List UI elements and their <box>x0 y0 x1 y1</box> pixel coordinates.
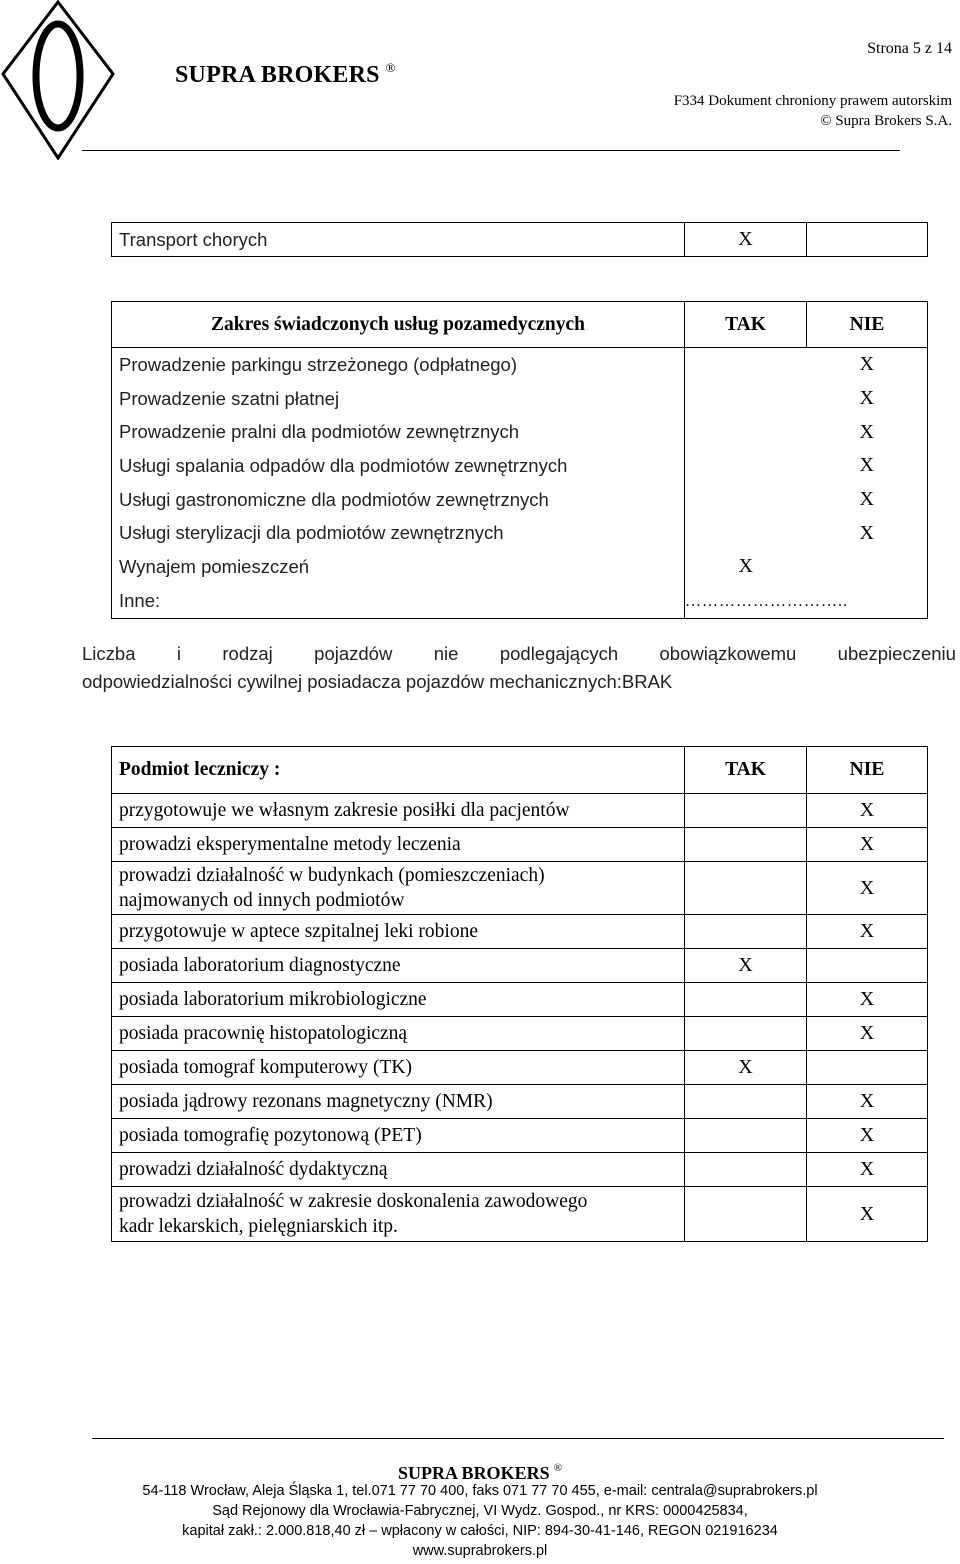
row-tak <box>685 1017 807 1051</box>
row-label: przygotowuje we własnym zakresie posiłki dla pacjentów <box>112 794 685 828</box>
row-label: posiada jądrowy rezonans magnetyczny (NMR) <box>112 1085 685 1119</box>
row-nie: X <box>807 983 928 1017</box>
row-nie: X <box>807 915 928 949</box>
footer-court: Sąd Rejonowy dla Wrocławia-Fabrycznej, VI Wydz. Gospod., nr KRS: 0000425834, <box>212 1503 748 1519</box>
services-title: Zakres świadczonych usług pozamedycznych <box>112 302 685 348</box>
row-nie: X <box>807 828 928 862</box>
row-nie <box>807 949 928 983</box>
table-header-row <box>112 747 928 794</box>
table-row <box>112 223 928 257</box>
table-row <box>112 483 928 517</box>
transport-nie <box>807 223 928 257</box>
table-row <box>112 516 928 550</box>
row-nie: X <box>807 483 928 517</box>
row-label: prowadzi eksperymentalne metody leczenia <box>112 828 685 862</box>
table-row <box>112 415 928 449</box>
row-label: posiada tomograf komputerowy (TK) <box>112 1051 685 1085</box>
row-nie: X <box>807 516 928 550</box>
transport-tak: X <box>685 223 807 257</box>
row-tak <box>685 1119 807 1153</box>
other-value: ……………………….. <box>685 584 928 618</box>
vehicles-line2: odpowiedzialności cywilnej posiadacza pojazdów mechanicznych:BRAK <box>82 671 673 692</box>
row-nie: X <box>807 862 928 915</box>
table-row <box>112 1187 928 1242</box>
transport-label: Transport chorych <box>112 223 685 257</box>
row-tak <box>685 915 807 949</box>
row-nie <box>807 550 928 584</box>
table-row <box>112 1051 928 1085</box>
table-row <box>112 915 928 949</box>
row-label: przygotowuje w aptece szpitalnej leki robione <box>112 915 685 949</box>
word: podlegających <box>499 643 619 664</box>
row-tak <box>685 862 807 915</box>
row-label: prowadzi działalność dydaktyczną <box>112 1153 685 1187</box>
footer-address: 54-118 Wrocław, Aleja Śląska 1, tel.071 77 70 400, faks 071 77 70 455, e-mail: centrala@suprabrokers.pl <box>142 1483 818 1499</box>
services-tak-header: TAK <box>685 302 807 348</box>
services-nie-header: NIE <box>807 302 928 348</box>
row-tak <box>685 983 807 1017</box>
table-row <box>112 348 928 382</box>
row-tak <box>685 1085 807 1119</box>
table-row <box>112 1085 928 1119</box>
table-row <box>112 1153 928 1187</box>
facility-nie-header: NIE <box>807 747 928 794</box>
word: i <box>176 643 181 664</box>
word: obowiązkowemu <box>659 643 797 664</box>
row-tak <box>685 1153 807 1187</box>
row-nie: X <box>807 415 928 449</box>
row-tak <box>685 483 807 517</box>
word: nie <box>433 643 459 664</box>
row-nie: X <box>807 449 928 483</box>
row-label: Usługi sterylizacji dla podmiotów zewnętrznych <box>112 516 685 550</box>
row-label: Prowadzenie parkingu strzeżonego (odpłatnego) <box>112 348 685 382</box>
table-row <box>112 949 928 983</box>
row-nie: X <box>807 1187 928 1242</box>
table-row <box>112 1119 928 1153</box>
footer-divider <box>92 1438 944 1439</box>
document-notice: F334 Dokument chroniony prawem autorskim © Supra Brokers S.A. <box>673 93 952 129</box>
row-tak <box>685 348 807 382</box>
table-row <box>112 584 928 618</box>
row-tak: X <box>685 550 807 584</box>
other-label: Inne: <box>112 584 685 618</box>
transport-table <box>111 222 928 257</box>
facility-table <box>111 746 928 1242</box>
table-row <box>112 794 928 828</box>
word: Liczba <box>82 643 136 664</box>
row-label: prowadzi działalność w budynkach (pomieszczeniach) najmowanych od innych podmiotów <box>112 862 685 915</box>
vehicles-paragraph <box>82 640 956 696</box>
word: pojazdów <box>314 643 393 664</box>
table-row <box>112 550 928 584</box>
table-row <box>112 449 928 483</box>
footer-website: www.suprabrokers.pl <box>412 1543 548 1559</box>
row-nie: X <box>807 382 928 416</box>
row-label: Usługi spalania odpadów dla podmiotów zewnętrznych <box>112 449 685 483</box>
services-table <box>111 301 928 619</box>
row-tak: X <box>685 1051 807 1085</box>
row-label: posiada laboratorium diagnostyczne <box>112 949 685 983</box>
row-tak <box>685 449 807 483</box>
row-tak <box>685 415 807 449</box>
table-row <box>112 983 928 1017</box>
row-label: Usługi gastronomiczne dla podmiotów zewnętrznych <box>112 483 685 517</box>
row-nie: X <box>807 1017 928 1051</box>
row-label: posiada laboratorium mikrobiologiczne <box>112 983 685 1017</box>
row-tak <box>685 382 807 416</box>
table-header-row <box>112 302 928 348</box>
row-label: prowadzi działalność w zakresie doskonalenia zawodowego kadr lekarskich, pielęgniarskich itp. <box>112 1187 685 1242</box>
row-nie: X <box>807 348 928 382</box>
table-row <box>112 382 928 416</box>
row-nie: X <box>807 1119 928 1153</box>
table-row <box>112 1017 928 1051</box>
row-tak <box>685 1187 807 1242</box>
facility-title: Podmiot leczniczy : <box>112 747 685 794</box>
table-row <box>112 862 928 915</box>
row-nie <box>807 1051 928 1085</box>
row-tak <box>685 516 807 550</box>
footer-capital: kapitał zakł.: 2.000.818,40 zł – wpłacony w całości, NIP: 894-30-41-146, REGON 021916234 <box>182 1523 778 1539</box>
row-nie: X <box>807 1085 928 1119</box>
row-nie: X <box>807 794 928 828</box>
row-label: Prowadzenie pralni dla podmiotów zewnętrznych <box>112 415 685 449</box>
row-label: posiada tomografię pozytonową (PET) <box>112 1119 685 1153</box>
footer-brand: SUPRA BROKERS ® <box>398 1462 562 1483</box>
header-divider <box>82 150 900 151</box>
word: rodzaj <box>222 643 273 664</box>
row-label: Wynajem pomieszczeń <box>112 550 685 584</box>
row-label: posiada pracownię histopatologiczną <box>112 1017 685 1051</box>
facility-tak-header: TAK <box>685 747 807 794</box>
brand-name: SUPRA BROKERS ® <box>175 60 396 88</box>
row-label: Prowadzenie szatni płatnej <box>112 382 685 416</box>
row-tak: X <box>685 949 807 983</box>
page-number: Strona 5 z 14 <box>867 40 952 57</box>
row-tak <box>685 794 807 828</box>
row-tak <box>685 828 807 862</box>
word: ubezpieczeniu <box>837 643 956 664</box>
row-nie: X <box>807 1153 928 1187</box>
company-logo <box>0 0 115 160</box>
table-row <box>112 828 928 862</box>
